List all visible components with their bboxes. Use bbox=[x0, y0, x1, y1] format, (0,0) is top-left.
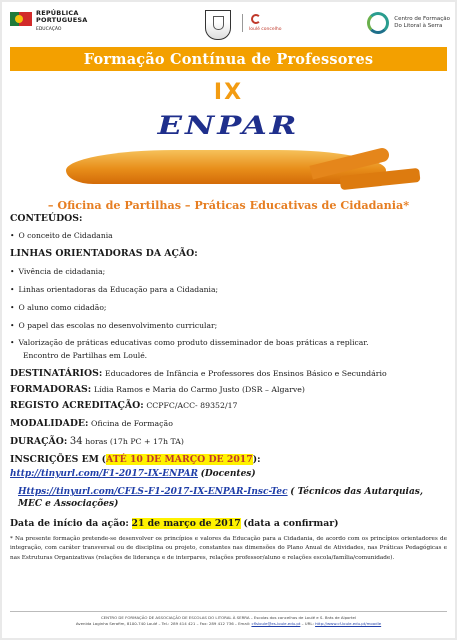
portuguese-flag-icon bbox=[10, 12, 32, 26]
inscricoes-close: ): bbox=[252, 454, 261, 465]
header-logos bbox=[10, 8, 450, 44]
registo-value: CCPFC/ACC- 89352/17 bbox=[146, 401, 238, 410]
footer-email-link[interactable]: cflsloule@es-loule.edu.pt bbox=[251, 621, 301, 626]
center-line1: Centro de Formação bbox=[394, 16, 450, 22]
formadoras-row bbox=[10, 384, 447, 395]
edition-number: IX bbox=[213, 80, 244, 105]
linhas-continuation: Encontro de Partilhas em Loulé. bbox=[23, 351, 148, 360]
flyer-page bbox=[2, 2, 455, 638]
footnote: * Na presente formação pretende-se desenvolver os princípios e valores da Educação para a Cidadania, de acordo com os princípios orientadores de integração, com caráter transversal ou de disciplina ou projeto, constantes nas dimensões do Plano Anual de Atividades, nas Práticas Pedagógicas e nas Estruturas Organizativas (relações de liderança e de interpares, relações professor/aluno e relações escola/família/comunidade). bbox=[10, 536, 447, 561]
registo-label: REGISTO ACREDITAÇÃO: bbox=[10, 400, 144, 411]
page-footer bbox=[10, 611, 447, 627]
municipal-crest-icon bbox=[205, 10, 231, 40]
link2-row bbox=[18, 486, 455, 497]
modalidade-value: Oficina de Formação bbox=[91, 419, 173, 428]
linhas-item: • O papel das escolas no desenvolvimento curricular; bbox=[10, 321, 447, 330]
linhas-item: • Vivência de cidadania; bbox=[10, 267, 447, 276]
training-center-logo bbox=[367, 12, 450, 34]
footer-line2 bbox=[10, 621, 447, 627]
registo-row bbox=[10, 400, 447, 411]
link2-note-b: MEC e Associações) bbox=[18, 499, 119, 509]
inscricoes-deadline: ATÉ 10 DE MARÇO DE 2017 bbox=[106, 454, 253, 465]
footer-url-link[interactable]: http://www.cf-loule.edu.pt/moodle bbox=[315, 621, 382, 626]
inscricoes-open: ( bbox=[101, 454, 106, 465]
footer-url-label: – URL: bbox=[300, 621, 316, 626]
link1-note: (Docentes) bbox=[200, 469, 256, 479]
loule-mark-icon bbox=[251, 14, 261, 24]
duracao-hours: 34 bbox=[69, 436, 83, 447]
flyer-content bbox=[10, 186, 447, 561]
duracao-label: DURAÇÃO: bbox=[10, 436, 68, 447]
conteudos-item: • O conceito de Cidadania bbox=[10, 231, 447, 240]
loule-concelho-logo bbox=[242, 14, 281, 32]
docentes-registration-link[interactable]: http://tinyurl.com/F1-2017-IX-ENPAR bbox=[10, 469, 198, 479]
inicio-note: (data a confirmar) bbox=[243, 518, 339, 529]
destinatarios-value: Educadores de Infância e Professores dos Ensinos Básico e Secundário bbox=[104, 369, 387, 378]
footer-address: Avenida Laginha Serafim, 8100-740 Loulé – Tel.: 289 414 421 – Fax: 289 412 736 – Email: bbox=[75, 621, 252, 626]
link1-row bbox=[10, 468, 447, 479]
conteudos-heading: CONTEÚDOS: bbox=[10, 213, 83, 224]
modalidade-row bbox=[10, 418, 447, 429]
municipality-text: loulé concelho bbox=[249, 27, 282, 32]
inscricoes-row bbox=[10, 454, 447, 465]
link2-note-a: ( Técnicos das Autarquias, bbox=[290, 487, 424, 497]
duracao-value: horas (17h PC + 17h TA) bbox=[85, 437, 184, 446]
inscricoes-label: INSCRIÇÕES EM bbox=[10, 454, 99, 465]
formadoras-label: FORMADORAS: bbox=[10, 384, 92, 395]
duracao-row bbox=[10, 436, 447, 447]
subtitle: – Oficina de Partilhas – Práticas Educativas de Cidadania* bbox=[47, 198, 410, 212]
republica-portuguesa-logo bbox=[10, 10, 87, 33]
tecnicos-registration-link[interactable]: Https://tinyurl.com/CFLS-F1-2017-IX-ENPAR-Insc-Tec bbox=[18, 487, 288, 497]
linhas-heading: LINHAS ORIENTADORAS DA AÇÃO: bbox=[10, 248, 198, 259]
formadoras-value: Lídia Ramos e Maria do Carmo Justo (DSR – Algarve) bbox=[93, 385, 305, 394]
linhas-item: • Valorização de práticas educativas como produto disseminador de boas práticas a replicar. bbox=[10, 338, 447, 347]
inicio-label: Data de início da ação: bbox=[10, 518, 129, 529]
inicio-date: 21 de março de 2017 bbox=[131, 518, 241, 529]
modalidade-label: MODALIDADE: bbox=[10, 418, 89, 429]
destinatarios-label: DESTINATÁRIOS: bbox=[10, 368, 103, 379]
enpar-wordmark: ENPAR bbox=[157, 109, 300, 141]
gov-line1: REPÚBLICA bbox=[36, 9, 79, 17]
enpar-illustration bbox=[10, 74, 447, 186]
title-banner: Formação Contínua de Professores bbox=[10, 47, 447, 71]
training-center-icon bbox=[367, 12, 389, 34]
gov-line3: EDUCAÇÃO bbox=[36, 27, 62, 32]
gov-line2: PORTUGUESA bbox=[36, 16, 88, 24]
destinatarios-row bbox=[10, 368, 447, 379]
linhas-item: • Linhas orientadoras da Educação para a Cidadania; bbox=[10, 285, 447, 294]
inicio-row bbox=[10, 518, 447, 529]
center-line2: Do Litoral à Serra bbox=[394, 23, 443, 29]
footer-line1: CENTRO DE FORMAÇÃO DE ASSOCIAÇÃO DE ESCOLAS DO LITORAL À SERRA – Escolas dos concelhos de Loulé e S. Brás de Alportel bbox=[100, 615, 357, 620]
linhas-item: • O aluno como cidadão; bbox=[10, 303, 447, 312]
